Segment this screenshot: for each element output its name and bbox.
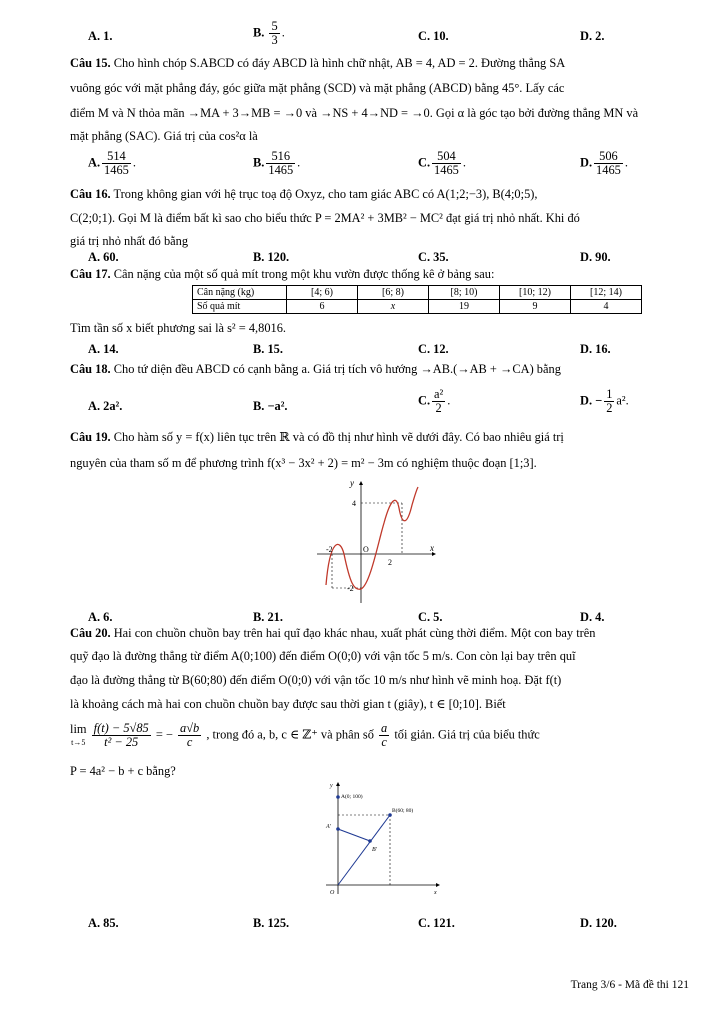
q20-graph (312, 778, 442, 898)
q16-line3: giá trị nhỏ nhất đó bằng (70, 234, 189, 248)
q19-line2: nguyên của tham số m để phương trình f(x³ − 3x² + 2) = m² − 3m có nghiệm thuộc đoạn [1;3]. (70, 456, 537, 470)
q17-option-a: A. 14. (88, 342, 119, 356)
page-footer: Trang 3/6 - Mã đề thi 121 (570, 979, 689, 991)
table-header-cell: Cân nặng (kg) (193, 286, 287, 300)
origin-label: O (330, 890, 335, 896)
q18-option-d: D. − $\frac{1}{2}$ a². (580, 387, 629, 415)
q17-option-b: B. 15. (253, 342, 283, 356)
point-a (336, 795, 340, 799)
q17-option-c: C. 12. (418, 342, 449, 356)
point-a-label: A(0; 100) (341, 794, 363, 800)
q19-graph (312, 473, 442, 608)
x-axis-arrow (436, 883, 440, 887)
q16-option-a: A. 60. (88, 250, 119, 264)
tick-label-xm2: -2 (326, 545, 333, 554)
q20-option-b: B. 125. (253, 916, 290, 930)
q16-option-b: B. 120. (253, 250, 290, 264)
q15-line2: vuông góc với mặt phẳng đáy, góc giữa mặt phẳng (SCD) và mặt phẳng (ABCD) bằng 45°. Lấy các (70, 81, 565, 95)
q16-option-d: D. 90. (580, 250, 611, 264)
q20-line1: Câu 20. Hai con chuồn chuồn bay trên hai quĩ đạo khác nhau, xuất phát cùng thời điểm. Một con bay trên (70, 626, 596, 640)
q15-line3: điểm M và N thỏa mãn →MA + 3→MB = →0 và →NS + 4→ND = →0. Gọi α là góc tạo bởi đường thẳng MN và (70, 106, 639, 120)
q15-option-c: C. $\frac{504}{1465}$ . (418, 149, 466, 177)
point-b-prime (368, 839, 372, 843)
segment-a-b (338, 829, 370, 841)
q20-limit-line: lim t→5 $\frac{f(t) - 5√85}{\text{t² − 25}}$ = − $\frac{a√b}{c}$ , trong đó a, b, c ∈ ℤ⁺ và phân số $\frac{a}{c}$ tối giản. Giá trị của biểu thức (70, 721, 540, 749)
table-header-cell: [12; 14) (571, 286, 642, 300)
point-a-prime (336, 827, 340, 831)
q16-line2: C(2;0;1). Gọi M là điểm bất kì sao cho biểu thức P = 2MA² + 3MB² − MC² đạt giá trị nhỏ nhất. Khi đó (70, 211, 580, 225)
q18-option-b: B. −a². (253, 399, 288, 413)
top-option-d: D. 2. (580, 29, 605, 43)
x-axis-label: x (434, 890, 437, 896)
top-option-a: A. 1. (88, 29, 113, 43)
y-axis-arrow (359, 481, 363, 485)
table-cell: 4 (571, 300, 642, 314)
q17-line2: Tìm tần số x biết phương sai là s² = 4,8016. (70, 321, 287, 335)
q19-option-c: C. 5. (418, 610, 443, 624)
origin-label: O (363, 545, 369, 554)
q20-line2: quỹ đạo là đường thẳng từ điểm A(0;100) đến điểm O(0;0) với vận tốc 5 m/s. Con còn lại bay trên quĩ (70, 649, 576, 663)
function-curve (326, 487, 418, 589)
q19-option-a: A. 6. (88, 610, 113, 624)
q20-option-c: C. 121. (418, 916, 455, 930)
table-cell: 6 (287, 300, 358, 314)
tick-label-ym2: -2 (347, 584, 354, 593)
table-cell: x (358, 300, 429, 314)
q18-option-c: C. $\frac{\text{a²}}{2}$ . (418, 387, 451, 415)
tick-label-x2: 2 (388, 558, 392, 567)
q15-option-d: D. $\frac{506}{1465}$ . (580, 149, 628, 177)
path-bo (338, 815, 390, 885)
q15-option-a: A. $\frac{514}{1465}$ . (88, 149, 136, 177)
q15-line4: mặt phẳng (SAC). Giá trị của cos²α là (70, 129, 258, 143)
table-header-cell: [8; 10) (429, 286, 500, 300)
q18-line1: Câu 18. Cho tứ diện đều ABCD có cạnh bằng a. Giá trị tích vô hướng →AB.(→AB + →CA) bằng (70, 362, 561, 376)
y-axis-label: y (330, 783, 333, 789)
q16-line1: Câu 16. Trong không gian với hệ trục toạ độ Oxyz, cho tam giác ABC có A(1;2;−3), B(4;0;5), (70, 187, 538, 201)
point-b-prime-label: B' (372, 847, 377, 853)
q19-line1: Câu 19. Cho hàm số y = f(x) liên tục trên ℝ và có đồ thị như hình vẽ dưới đây. Có bao nhiêu giá trị (70, 430, 564, 444)
table-header-cell: [4; 6) (287, 286, 358, 300)
y-axis-arrow (336, 782, 340, 786)
point-a-prime-label: A' (326, 824, 331, 830)
x-axis-label: x (430, 543, 434, 553)
q18-option-a: A. 2a². (88, 399, 123, 413)
top-option-c: C. 10. (418, 29, 449, 43)
point-b-label: B(60; 80) (392, 808, 414, 814)
q17-table (192, 285, 642, 314)
table-row (193, 286, 642, 300)
q17-line1: Câu 17. Cân nặng của một số quả mít trong một khu vườn được thống kê ở bảng sau: (70, 267, 495, 281)
table-cell: 9 (500, 300, 571, 314)
top-option-b: B. $\frac{5}{3}$ . (253, 19, 285, 47)
q17-option-d: D. 16. (580, 342, 611, 356)
table-cell: Số quả mít (193, 300, 287, 314)
q15-option-b: B. $\frac{516}{1465}$ . (253, 149, 301, 177)
q19-option-b: B. 21. (253, 610, 283, 624)
q20-line3: đạo là đường thẳng từ B(60;80) đến điểm O(0;0) với vận tốc 10 m/s như hình vẽ minh hoạ. Đặt f(t) (70, 673, 562, 687)
y-axis-label: y (350, 478, 354, 488)
tick-label-y4: 4 (352, 499, 356, 508)
q19-option-d: D. 4. (580, 610, 605, 624)
table-cell: 19 (429, 300, 500, 314)
q16-option-c: C. 35. (418, 250, 449, 264)
q20-option-a: A. 85. (88, 916, 119, 930)
table-header-cell: [10; 12) (500, 286, 571, 300)
table-header-cell: [6; 8) (358, 286, 429, 300)
q20-line4: là khoảng cách mà hai con chuồn chuồn bay được sau thời gian t (giây), t ∈ [0;10]. Biết (70, 697, 506, 711)
table-row (193, 300, 642, 314)
q15-line1: Câu 15. Cho hình chóp S.ABCD có đáy ABCD là hình chữ nhật, AB = 4, AD = 2. Đường thẳng SA (70, 56, 566, 70)
q20-line6: P = 4a² − b + c bằng? (70, 764, 176, 778)
q20-option-d: D. 120. (580, 916, 617, 930)
